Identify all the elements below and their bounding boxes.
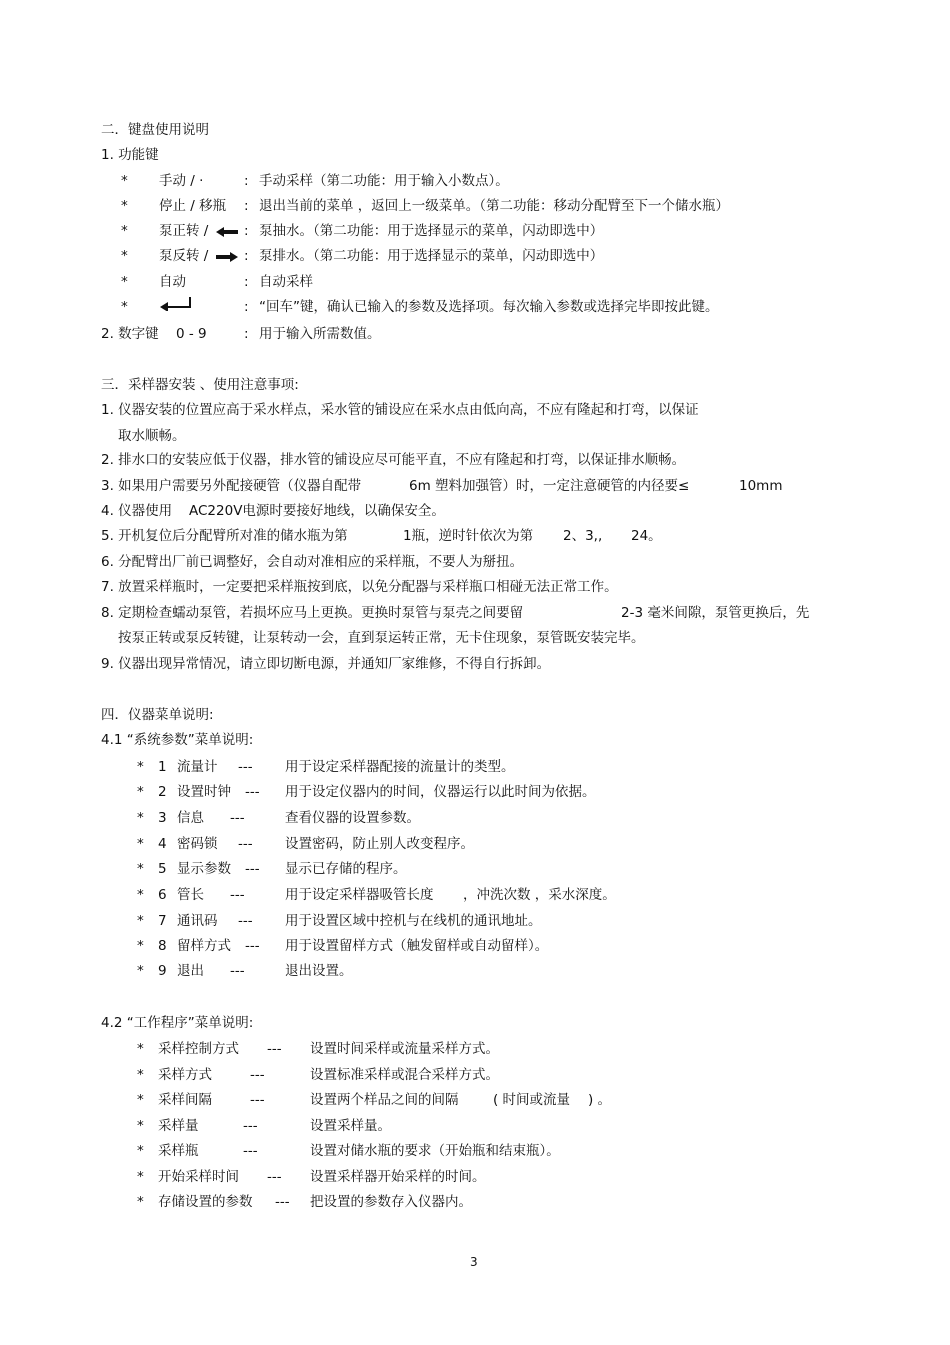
menu-item-description: 设置标准采样或混合采样方式。 xyxy=(310,1067,499,1083)
menu-item-description: 把设置的参数存入仪器内。 xyxy=(310,1194,472,1210)
menu-item-name: 通讯码 xyxy=(177,913,218,929)
menu-item-description: 用于设置留样方式（触发留样或自动留样）。 xyxy=(285,938,549,954)
menu-item-description: 设置采样器开始采样的时间。 xyxy=(310,1169,486,1185)
page-number: 3 xyxy=(470,1255,478,1269)
list-item: 6. 分配臂出厂前已调整好，会自动对准相应的采样瓶，不要人为掰扭。 xyxy=(101,554,524,570)
section-4-heading: 四．仪器菜单说明: xyxy=(101,707,214,723)
menu-item-description: 退出设置。 xyxy=(285,963,353,979)
menu-item-name: 管长 xyxy=(177,887,204,903)
menu-item-name: 流量计 xyxy=(177,759,218,775)
system-params-subheading: 4.1 “系统参数”菜单说明: xyxy=(101,732,254,748)
work-program-subheading: 4.2 “工作程序”菜单说明: xyxy=(101,1015,254,1031)
menu-item-name: 显示参数 xyxy=(177,861,231,877)
menu-item-description: 用于设定采样器吸管长度 xyxy=(285,887,434,903)
list-item: 9. 仪器出现异常情况，请立即切断电源，并通知厂家维修，不得自行拆卸。 xyxy=(101,656,551,672)
menu-item-name: 信息 xyxy=(177,810,204,826)
menu-item-description: 设置密码，防止别人改变程序。 xyxy=(285,836,474,852)
menu-item-name: 设置时钟 xyxy=(177,784,231,800)
key-name: 泵反转 / xyxy=(159,248,209,264)
menu-item-description: 设置对储水瓶的要求（开始瓶和结束瓶）。 xyxy=(310,1143,560,1159)
list-item: 7. 放置采样瓶时，一定要把采样瓶按到底，以免分配器与采样瓶口相碰无法正常工作。 xyxy=(101,579,618,595)
key-name: 自动 xyxy=(159,274,186,290)
key-description: 手动采样（第二功能：用于输入小数点）。 xyxy=(259,173,509,189)
key-description: 泵排水。（第二功能：用于选择显示的菜单，闪动即选中） xyxy=(259,248,604,264)
arrow-left-icon xyxy=(216,227,238,237)
menu-item-name: 采样瓶 xyxy=(158,1143,199,1159)
menu-item-name: 采样方式 xyxy=(158,1067,212,1083)
key-description: 泵抽水。（第二功能：用于选择显示的菜单，闪动即选中） xyxy=(259,223,604,239)
list-item: 4. 仪器使用 xyxy=(101,503,173,519)
key-name: 手动 / · xyxy=(159,173,204,189)
key-description: 自动采样 xyxy=(259,274,313,290)
key-name: 停止 / 移瓶 xyxy=(159,198,227,214)
menu-item-description: 用于设置区域中控机与在线机的通讯地址。 xyxy=(285,913,542,929)
menu-item-name: 密码锁 xyxy=(177,836,218,852)
list-item: 8. 定期检查蠕动泵管，若损坏应马上更换。更换时泵管与泵壳之间要留 xyxy=(101,605,524,621)
menu-item-name: 开始采样时间 xyxy=(158,1169,239,1185)
menu-item-name: 存储设置的参数 xyxy=(158,1194,253,1210)
menu-item-description: 设置两个样品之间的间隔 xyxy=(310,1092,459,1108)
menu-item-name: 留样方式 xyxy=(177,938,231,954)
menu-item-description: 设置时间采样或流量采样方式。 xyxy=(310,1041,499,1057)
list-item: 3. 如果用户需要另外配接硬管（仪器自配带 xyxy=(101,478,362,494)
list-item: 2. 排水口的安装应低于仪器，排水管的铺设应尽可能平直，不应有隆起和打弯，以保证排水顺畅。 xyxy=(101,452,686,468)
key-description: 退出当前的菜单 ，返回上一级菜单。（第二功能：移动分配臂至下一个储水瓶） xyxy=(259,198,730,214)
key-name: 泵正转 / xyxy=(159,223,209,239)
menu-item-description: 显示已存储的程序。 xyxy=(285,861,407,877)
arrow-right-icon xyxy=(216,252,238,262)
section-2-heading: 二．键盘使用说明 xyxy=(101,122,209,138)
list-item: 5. 开机复位后分配臂所对准的储水瓶为第 xyxy=(101,528,348,544)
menu-item-description: 查看仪器的设置参数。 xyxy=(285,810,420,826)
key-description: “回车”键，确认已输入的参数及选择项。每次输入参数或选择完毕即按此键。 xyxy=(259,299,719,315)
list-item: 按泵正转或泵反转键，让泵转动一会，直到泵运转正常，无卡住现象，泵管既安装完毕。 xyxy=(118,630,645,646)
menu-item-description: 用于设定采样器配接的流量计的类型。 xyxy=(285,759,515,775)
menu-item-name: 采样间隔 xyxy=(158,1092,212,1108)
section-3-heading: 三．采样器安装 、使用注意事项: xyxy=(101,377,299,393)
list-item: 取水顺畅。 xyxy=(118,428,186,444)
menu-item-description: 设置采样量。 xyxy=(310,1118,391,1134)
enter-key-icon xyxy=(160,297,192,311)
function-keys-subheading: 1. 功能键 xyxy=(101,147,159,163)
menu-item-name: 退出 xyxy=(177,963,204,979)
list-item: 1. 仪器安装的位置应高于采水样点，采水管的铺设应在采水点由低向高，不应有隆起和打弯，以保证 xyxy=(101,402,699,418)
menu-item-name: 采样量 xyxy=(158,1118,199,1134)
menu-item-description: 用于设定仪器内的时间，仪器运行以此时间为依据。 xyxy=(285,784,596,800)
menu-item-name: 采样控制方式 xyxy=(158,1041,239,1057)
